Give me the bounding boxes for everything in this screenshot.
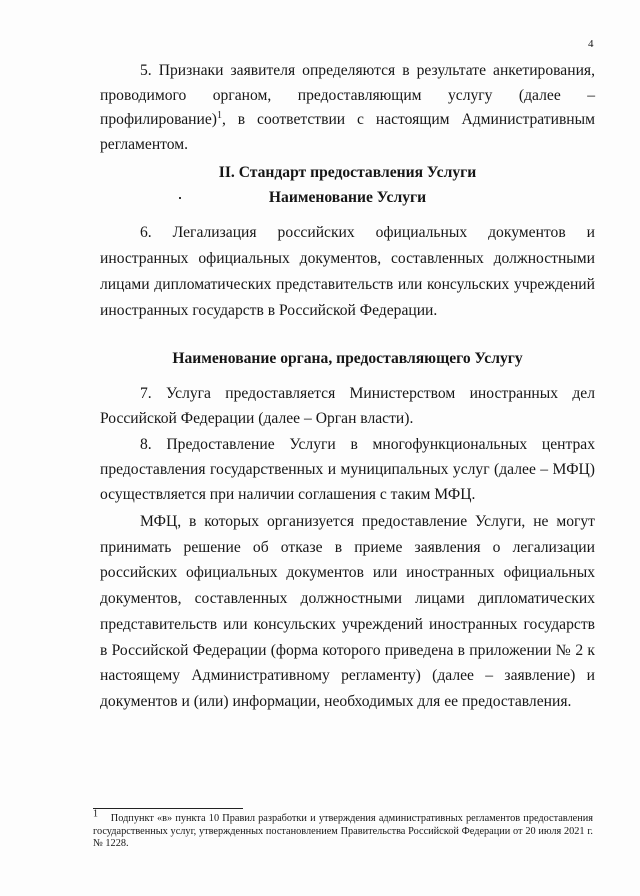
footnote — [93, 808, 593, 851]
paragraph-7: 7. Услуга предоставляется Министерством иностранных дел Российской Федерации (далее – Орган власти). — [100, 385, 595, 427]
footnote-marker: 1 — [93, 808, 98, 820]
subsection-service-name: Наименование Услуги — [268, 189, 427, 206]
footnote-reference: 1 — [217, 109, 222, 121]
section-title: II. Стандарт предоставления Услуги — [218, 164, 477, 181]
footnote-text: Подпункт «в» пункта 10 Правил разработки и утверждения административных регламентов предоставления государственных услуг, утвержденных постановлением Правительства Российской Федерации от 20 июля 2021 г. № 1228. — [93, 813, 593, 849]
subsection-authority-name: Наименование органа, предоставляющего Услугу — [172, 350, 523, 367]
paragraph-8: 8. Предоставление Услуги в многофункциональных центрах предоставления государственных и муниципальных услуг (далее – МФЦ) осуществляется при наличии соглашения с таким МФЦ. — [100, 436, 595, 503]
paragraph-5-text-end: , в соответствии с настоящим Административным регламентом. — [100, 111, 595, 153]
paragraph-mfc: МФЦ, в которых организуется предоставление Услуги, не могут принимать решение об отказе в приеме заявления о легализации российских официальных документов или иностранных официальных документов, составленных должностными лицами дипломатических представительств или консульских учреждений иностранных государств в Российской Федерации (форма которого приведена в приложении № 2 к настоящему Административному регламенту) (далее – заявление) и документов и (или) информации, необходимых для ее предоставления. — [100, 513, 595, 710]
footnote-separator — [93, 808, 243, 809]
page-number: 4 — [588, 38, 594, 50]
paragraph-5 — [100, 59, 595, 157]
paragraph-6: 6. Легализация российских официальных документов и иностранных официальных документов, составленных должностными лицами дипломатических представительств или консульских учреждений иностранных государств в Российской Федерации. — [100, 224, 595, 319]
paragraph-5-text: 5. Признаки заявителя определяются в результате анкетирования, проводимого органом, предоставляющим услугу (далее – профилирование) — [100, 62, 595, 128]
